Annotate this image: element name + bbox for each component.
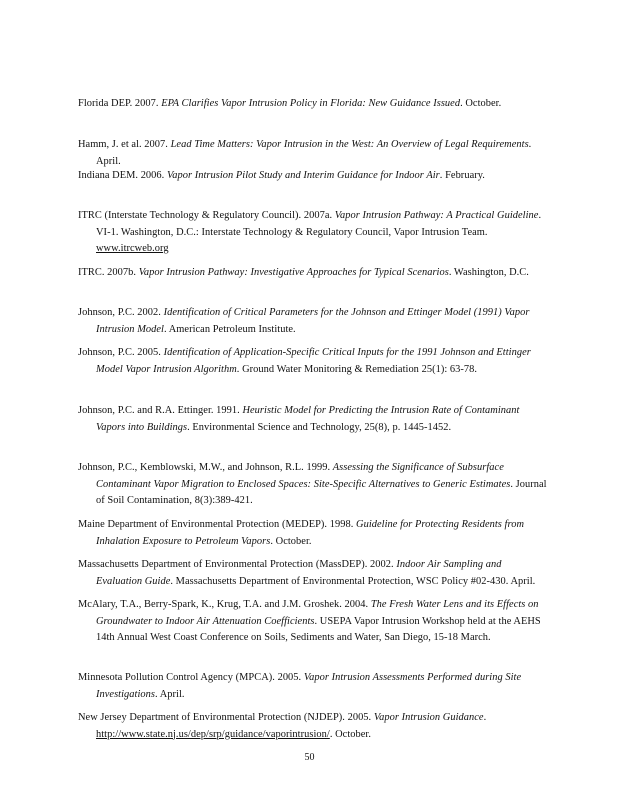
reference-entry: Hamm, J. et al. 2007. Lead Time Matters: Vapor Intrusion in the West: An Overview of Legal Requirements. April. bbox=[78, 139, 532, 167]
reference-entry: ITRC (Interstate Technology & Regulatory Council). 2007a. Vapor Intrusion Pathway: A Practical Guideline. VI-1. Washington, D.C.: Interstate Technology & Regulatory Council, Vapor Intrusion Team. www.itrcweb.org bbox=[78, 210, 542, 254]
reference-entry: Johnson, P.C. 2002. Identification of Critical Parameters for the Johnson and Ettinger Model (1991) Vapor Intrusion Model. American Petroleum Institute. bbox=[78, 307, 530, 335]
reference-entry: ITRC. 2007b. Vapor Intrusion Pathway: Investigative Approaches for Typical Scenarios. Washington, D.C. bbox=[78, 267, 529, 278]
reference-entry: Massachusetts Department of Environmental Protection (MassDEP). 2002. Indoor Air Sampling and Evaluation Guide. Massachusetts Department of Environmental Protection, WSC Policy #02-430. April. bbox=[78, 559, 536, 587]
reference-entry: Johnson, P.C. 2005. Identification of Application-Specific Critical Inputs for the 1991 Johnson and Ettinger Model Vapor Intrusion Algorithm. Ground Water Monitoring & Remediation 25(1): 63-78. bbox=[78, 347, 531, 375]
reference-entry: Minnesota Pollution Control Agency (MPCA). 2005. Vapor Intrusion Assessments Performed during Site Investigations. April. bbox=[78, 672, 522, 700]
reference-link[interactable]: www.itrcweb.org bbox=[96, 243, 169, 254]
reference-entry: Florida DEP. 2007. EPA Clarifies Vapor Intrusion Policy in Florida: New Guidance Issued. October. bbox=[78, 98, 502, 109]
page-number: 50 bbox=[304, 752, 315, 763]
reference-entry: New Jersey Department of Environmental Protection (NJDEP). 2005. Vapor Intrusion Guidance. http://www.state.nj.us/dep/srp/guidance/vaporintrusion/. October. bbox=[78, 712, 487, 740]
reference-entry: Maine Department of Environmental Protection (MEDEP). 1998. Guideline for Protecting Residents from Inhalation Exposure to Petroleum Vapors. October. bbox=[78, 519, 524, 547]
reference-entry: Johnson, P.C., Kemblowski, M.W., and Johnson, R.L. 1999. Assessing the Significance of Subsurface Contaminant Vapor Migration to Enclosed Spaces: Site-Specific Alternatives to Generic Estimates. Journal of Soil Contamination, 8(3):389-421. bbox=[78, 462, 547, 506]
reference-entry: McAlary, T.A., Berry-Spark, K., Krug, T.A. and J.M. Groshek. 2004. The Fresh Water Lens and its Effects on Groundwater to Indoor Air Attenuation Coefficients. USEPA Vapor Intrusion Workshop held at the AEHS 14th Annual West Coast Conference on Soils, Sediments and Water, San Diego, 15-18 March. bbox=[78, 599, 541, 643]
reference-link[interactable]: http://www.state.nj.us/dep/srp/guidance/vaporintrusion/ bbox=[96, 728, 330, 740]
reference-entry: Indiana DEM. 2006. Vapor Intrusion Pilot Study and Interim Guidance for Indoor Air. February. bbox=[78, 170, 485, 181]
reference-entry: Johnson, P.C. and R.A. Ettinger. 1991. Heuristic Model for Predicting the Intrusion Rate of Contaminant Vapors into Buildings. Environmental Science and Technology, 25(8), p. 1445-1452. bbox=[78, 405, 520, 433]
